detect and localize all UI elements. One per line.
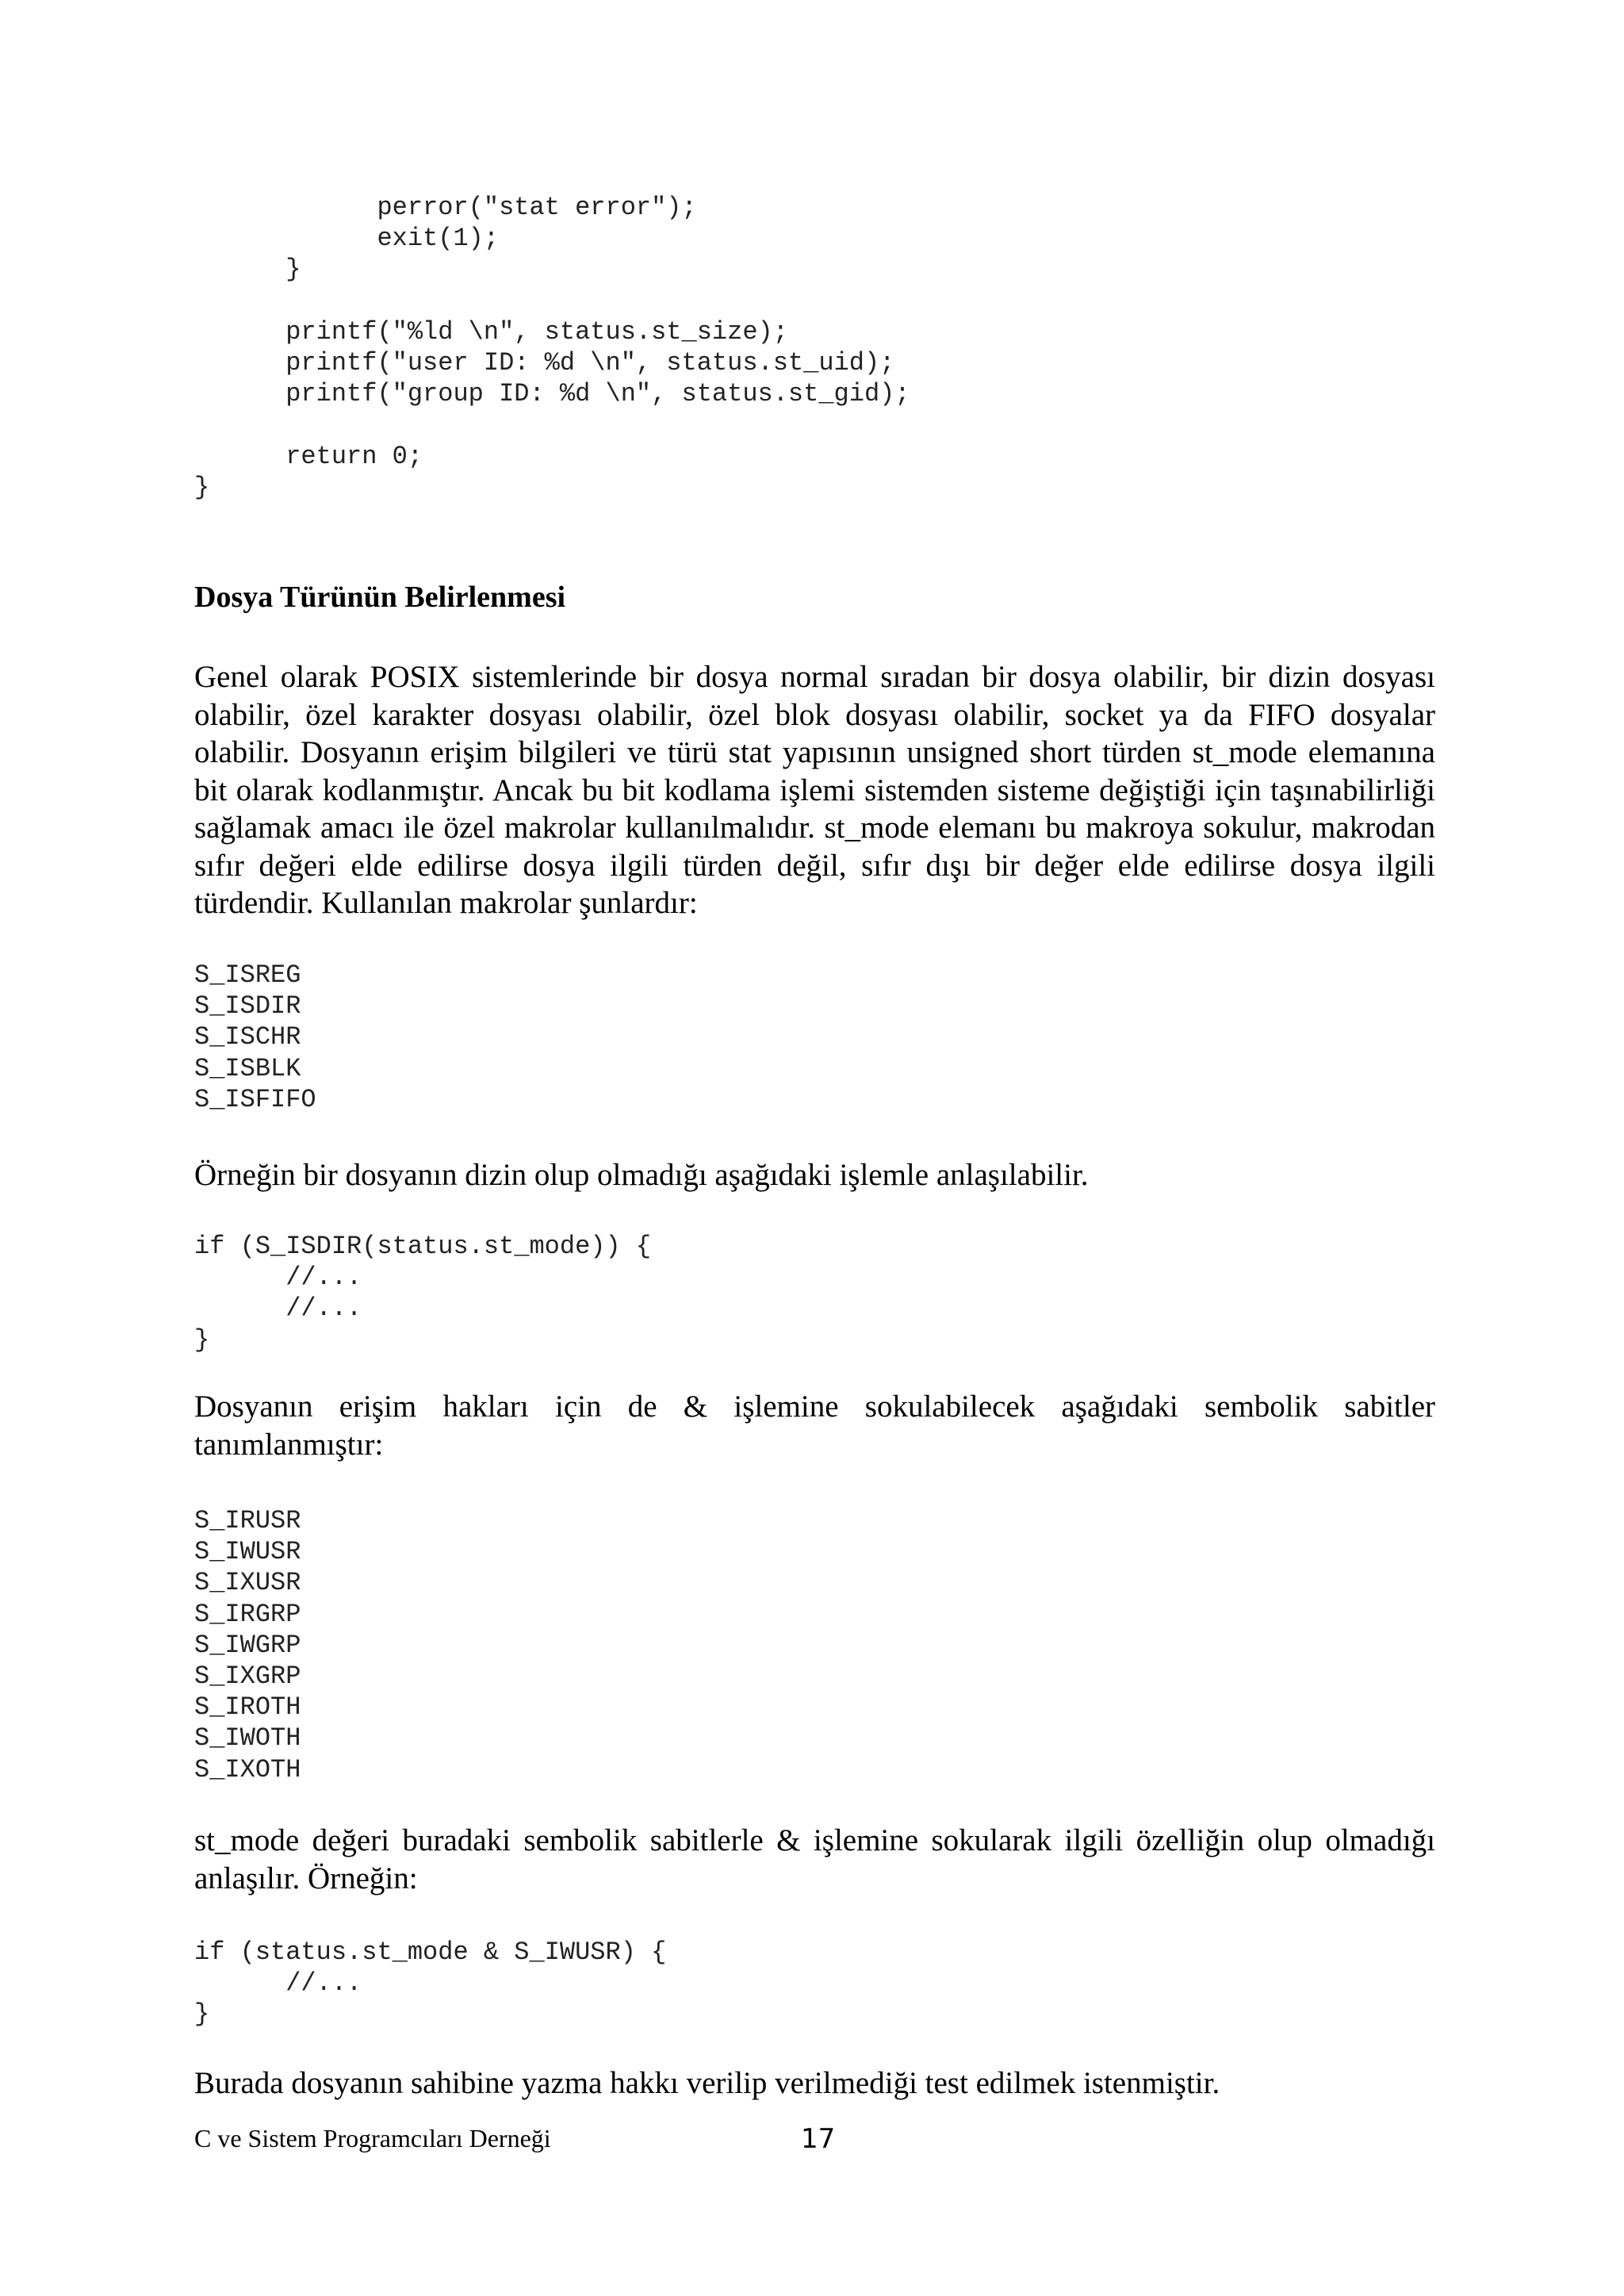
code-block-permission-macros: S_IRUSR S_IWUSR S_IXUSR S_IRGRP S_IWGRP S_IXGRP S_IROTH S_IWOTH S_IXOTH <box>194 1506 301 1784</box>
code-block-stat-output: perror("stat error"); exit(1); } printf("%ld \n", status.st_size); printf("user ID: %d \n", status.st_uid); printf("group ID: %d \n", status.st_gid); return 0; } <box>194 193 910 502</box>
code-block-iwusr-example: if (status.st_mode & S_IWUSR) { //... } <box>194 1938 667 2030</box>
paragraph-intro: Genel olarak POSIX sistemlerinde bir dosya normal sıradan bir dosya olabilir, bir dizin dosyası olabilir, özel karakter dosyası olabilir, özel blok dosyası olabilir, socket ya da FIFO dosyalar olabilir. Dosyanın erişim bilgileri ve türü stat yapısının unsigned short türden st_mode elemanına bit olarak kodlanmıştır. Ancak bu bit kodlama işlemi sistemden sisteme değiştiği için taşınabilirliği sağlamak amacı ile özel makrolar kullanılmalıdır. st_mode elemanı bu makroya sokulur, makrodan sıfır değeri elde edilirse dosya ilgili türden değil, sıfır dışı bir değer elde edilirse dosya ilgili türdendir. Kullanılan makrolar şunlardır: <box>194 660 1435 920</box>
footer-organization: C ve Sistem Programcıları Derneği <box>194 2124 551 2152</box>
paragraph-st-mode-note: st_mode değeri buradaki sembolik sabitlerle & işlemine sokularak ilgili özelliğin olup olmadığı anlaşılır. Örneğin: <box>194 1823 1435 1895</box>
code-block-isdir-example: if (S_ISDIR(status.st_mode)) { //... //... } <box>194 1232 652 1355</box>
footer-page-number: 17 <box>801 2123 836 2155</box>
paragraph-permissions-intro: Dosyanın erişim hakları için de & işlemine sokulabilecek aşağıdaki sembolik sabitler tanımlanmıştır: <box>194 1389 1435 1462</box>
code-block-file-type-macros: S_ISREG S_ISDIR S_ISCHR S_ISBLK S_ISFIFO <box>194 960 316 1114</box>
section-heading: Dosya Türünün Belirlenmesi <box>194 581 566 614</box>
paragraph-example-intro: Örneğin bir dosyanın dizin olup olmadığı aşağıdaki işlemle anlaşılabilir. <box>194 1158 1089 1192</box>
paragraph-conclusion: Burada dosyanın sahibine yazma hakkı verilip verilmediği test edilmek istenmiştir. <box>194 2066 1220 2100</box>
